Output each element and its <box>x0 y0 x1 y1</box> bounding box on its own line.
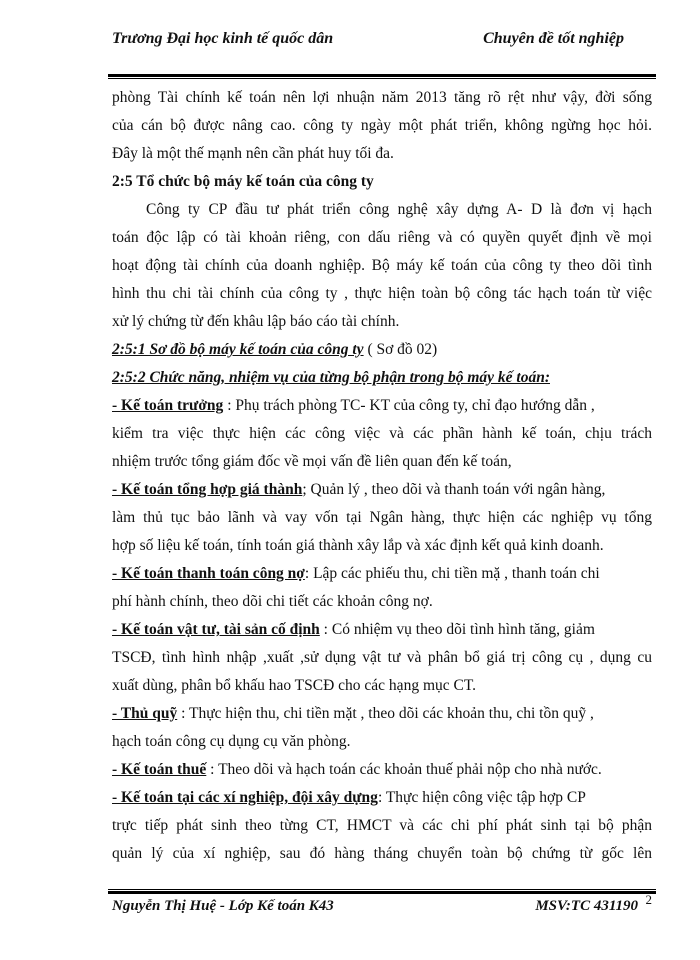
role-entry-general-cost-accountant <box>112 476 652 504</box>
text-line: của cán bộ được nâng cao. công ty ngày một phát triển, không ngừng học hỏi. <box>112 117 652 134</box>
text-line: xử lý chứng từ đến khâu lập báo cáo tài chính. <box>112 313 400 330</box>
role-label: - Kế toán vật tư, tài sản cố định <box>112 621 320 638</box>
role-text: : Có nhiệm vụ theo dõi tình hình tăng, giảm <box>319 621 595 638</box>
text-line: toán độc lập có tài khoản riêng, con dấu riêng và có quyền quyết định về mọi <box>112 229 652 246</box>
role-entry-chief-accountant <box>112 392 652 420</box>
page-header <box>112 30 624 54</box>
role-label: - Thủ quỹ <box>112 705 178 722</box>
text-line: Đây là một thế mạnh nên cần phát huy tối đa. <box>112 145 394 162</box>
role-text: : Thực hiện công việc tập hợp CP <box>377 789 586 806</box>
role-text: : Theo dõi và hạch toán các khoản thuế phải nộp cho nhà nước. <box>206 761 602 778</box>
subheading-functions: 2:5:2 Chức năng, nhiệm vụ của từng bộ phận trong bộ máy kế toán: <box>112 369 550 386</box>
header-university: Trương Đại học kinh tế quốc dân <box>112 30 334 47</box>
page-number: 2 <box>645 892 652 907</box>
role-label: - Kế toán thanh toán công nợ <box>112 565 305 582</box>
text-line: quản lý của xí nghiệp, sau đó hàng tháng chuyển toàn bộ chứng từ gốc lên <box>112 845 652 862</box>
role-label: - Kế toán tổng hợp giá thành <box>112 481 303 498</box>
text-line: hạch toán công cụ dụng cụ văn phòng. <box>112 733 351 750</box>
text-line: hợp số liệu kế toán, tính toán giá thành xây lắp và xác định kết quả kinh doanh. <box>112 537 604 554</box>
text-line: TSCĐ, tình hình nhập ,xuất ,sử dụng vật tư và phân bổ giá trị công cụ , dụng cu <box>112 649 652 666</box>
role-text: : Phụ trách phòng TC- KT của công ty, chỉ đạo hướng dẫn , <box>223 397 595 414</box>
role-entry-materials-assets-accountant <box>112 616 652 644</box>
header-report-type: Chuyên đề tốt nghiệp <box>483 30 624 47</box>
role-entry-payables-accountant <box>112 560 652 588</box>
subheading-diagram: 2:5:1 Sơ đồ bộ máy kế toán của công ty <box>112 341 364 358</box>
header-rule <box>108 74 656 79</box>
role-entry-treasurer <box>112 700 652 728</box>
role-label: - Kế toán trưởng <box>112 397 224 414</box>
text-line: trực tiếp phát sinh theo từng CT, HMCT và các chi phí phát sinh tại bộ phận <box>112 817 652 834</box>
role-text: : Lập các phiếu thu, chi tiền mặ , thanh toán chi <box>304 565 600 582</box>
subheading-row <box>112 364 652 392</box>
role-label: - Kế toán tại các xí nghiệp, đội xây dựng <box>112 789 378 806</box>
text-line: Công ty CP đầu tư phát triển công nghệ xây dựng A- D là đơn vị hạch <box>146 201 652 218</box>
page-footer <box>112 892 652 922</box>
text-line: phí hành chính, theo dõi chi tiết các khoản công nợ. <box>112 593 433 610</box>
footer-rule <box>108 889 656 894</box>
subheading-row <box>112 336 652 364</box>
role-text: ; Quản lý , theo dõi và thanh toán với ngân hàng, <box>302 481 606 498</box>
role-label: - Kế toán thuế <box>112 761 207 778</box>
text-line: xuất dùng, phân bổ khấu hao TSCĐ cho các hạng mục CT. <box>112 677 477 694</box>
document-body <box>112 84 652 868</box>
text-line: hình thu chi tài chính của công ty , thực hiện toàn bộ công tác hạch toán từ việc <box>112 285 652 302</box>
diagram-reference: ( Sơ đồ 02) <box>363 341 438 358</box>
text-line: phòng Tài chính kế toán nên lợi nhuận năm 2013 tăng rõ rệt như vậy, đời sống <box>112 89 652 106</box>
text-line: làm thủ tục bảo lãnh và vay vốn tại Ngân hàng, thực hiện các nghiệp vụ tổng <box>112 509 652 526</box>
text-line: nhiệm trước tổng giám đốc về mọi vấn đề liên quan đến kế toán, <box>112 453 512 470</box>
section-heading: 2:5 Tổ chức bộ máy kế toán của công ty <box>112 173 374 190</box>
role-entry-tax-accountant <box>112 756 652 784</box>
text-line: hoạt động tài chính của doanh nghiệp. Bộ máy kế toán của công ty theo dõi tình <box>112 257 652 274</box>
role-text: : Thực hiện thu, chi tiền mặt , theo dõi các khoản thu, chi tồn quỹ , <box>177 705 594 722</box>
role-entry-branch-accountant <box>112 784 652 812</box>
text-line: kiểm tra việc thực hiện các công việc và các phần hành kế toán, chịu trách <box>112 425 652 442</box>
footer-author: Nguyễn Thị Huệ - Lớp Kế toán K43 <box>112 898 334 914</box>
footer-student-id: MSV:TC 431190 <box>535 898 638 914</box>
